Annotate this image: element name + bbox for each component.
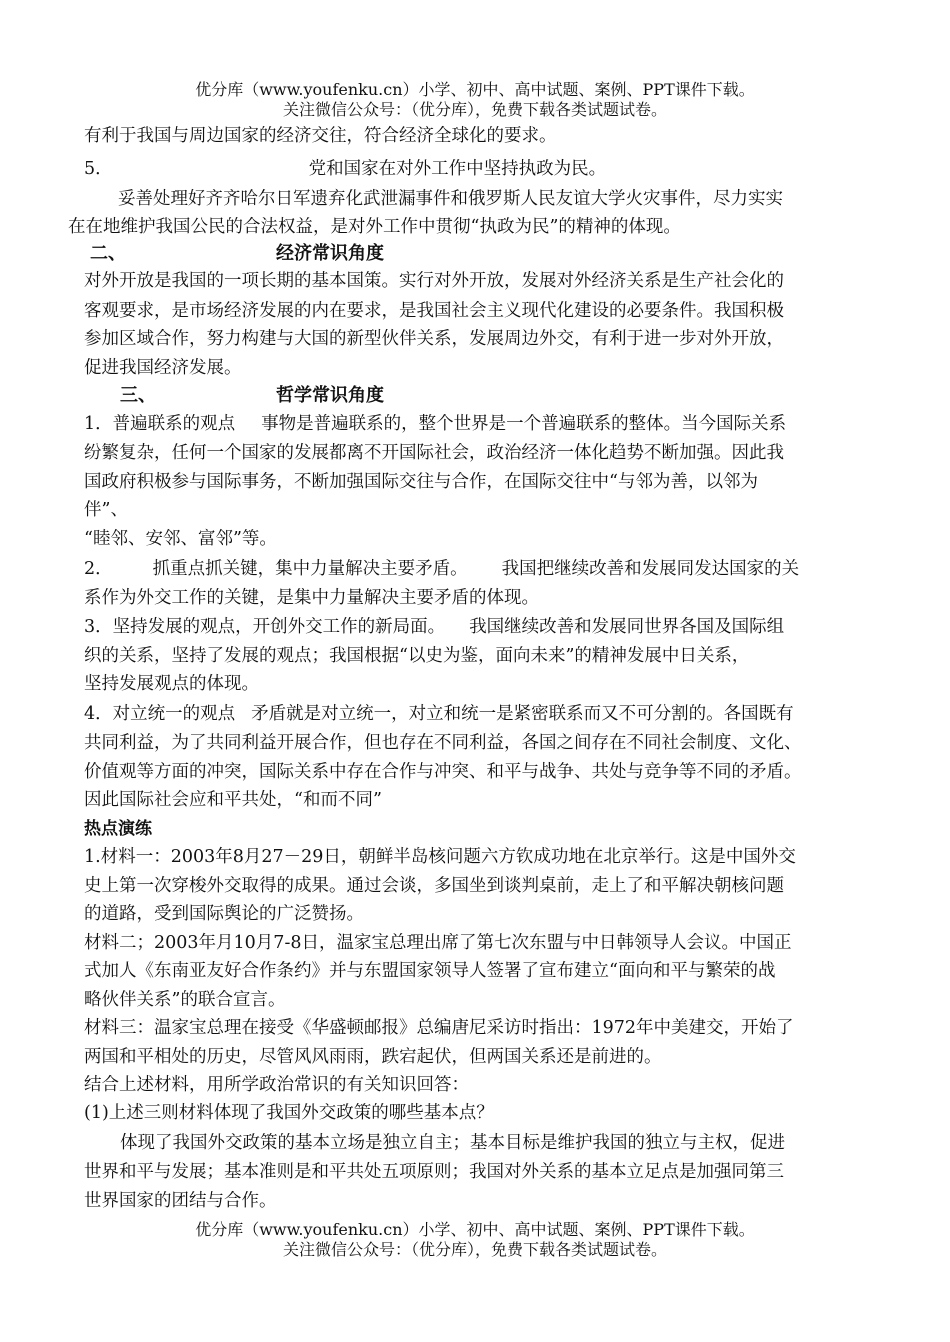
point-4-text: 矛盾就是对立统一，对立和统一是紧密联系而又不可分割的。各国既有: [251, 704, 794, 724]
point-2-number: 2．: [84, 559, 113, 579]
section-2-title: 经济常识角度: [276, 243, 384, 264]
point-4-line-3: 价值观等方面的冲突，国际关系中存在合作与冲突、和平与战争、共处与竞争等不同的矛盾。: [84, 762, 802, 782]
practice-line-6: 略伙伴关系”的联合宣言。: [84, 990, 286, 1010]
section-3-number: 三、: [120, 385, 156, 406]
section-2-heading: [90, 240, 384, 268]
intro-paragraph-line-2: 在在地维护我国公民的合法权益，是对外工作中贯彻“执政为民”的精神的体现。: [68, 217, 681, 237]
point-2-text: 我国把继续改善和发展同发达国家的关: [501, 559, 800, 579]
practice-line-1: 1.材料一：2003年8月27－29日，朝鲜半岛核问题六方钦成功地在北京举行。这是中国外交: [84, 847, 796, 867]
section-3-heading: [120, 382, 384, 410]
practice-line-7: 材料三：温家宝总理在接受《华盛顿邮报》总编唐尼采访时指出：1972年中美建交，开始了: [84, 1018, 794, 1038]
point-3-line-3: 坚持发展观点的体现。: [84, 674, 259, 694]
point-3-text: 我国继续改善和发展同世界各国及国际组: [469, 617, 785, 637]
point-1-line-2: 纷繁复杂，任何一个国家的发展都离不开国际社会，政治经济一体化趋势不断加强。因此我: [84, 443, 784, 463]
intro-paragraph-line-1: 妥善处理好齐齐哈尔日军遗弃化武泄漏事件和俄罗斯人民友谊大学火灾事件，尽力实实: [118, 189, 783, 209]
answer-line-2: 世界和平与发展；基本准则是和平共处五项原则；我国对外关系的基本立足点是加强同第三: [84, 1162, 784, 1182]
point-3-line-1: [84, 612, 784, 642]
header-line-2: 关注微信公众号：（优分库），免费下载各类试题试卷。: [282, 100, 667, 119]
section-3-title: 哲学常识角度: [276, 385, 384, 406]
section-2-line-3: 参加区域合作，努力构建与大国的新型伙伴关系，发展周边外交，有利于进一步对外开放，: [84, 329, 784, 349]
practice-line-4: 材料二；2003年月10月7-8日，温家宝总理出席了第七次东盟与中日韩领导人会议。中国正: [84, 933, 792, 953]
section-2-number: 二、: [90, 243, 126, 264]
point-2-heading: 抓重点抓关键，集中力量解决主要矛盾。: [152, 559, 468, 579]
point-4-line-4: 因此国际社会应和平共处，“和而不同”: [84, 790, 382, 810]
point-2-line-1: [84, 554, 799, 584]
practice-question-1: (1)上述三则材料体现了我国外交政策的哪些基本点？: [84, 1103, 494, 1123]
point-3-line-2: 织的关系，坚持了发展的观点；我国根据“以史为鉴，面向未来”的精神发展中日关系，: [84, 646, 750, 666]
section-2-line-4: 促进我国经济发展。: [84, 358, 242, 378]
footer-line-2: 关注微信公众号：（优分库），免费下载各类试题试卷。: [282, 1240, 667, 1259]
item-5-text: 党和国家在对外工作中坚持执政为民。: [308, 159, 607, 179]
item-5-number: 5．: [84, 159, 113, 179]
point-1-line-3: 国政府积极参与国际事务，不断加强国际交往与合作，在国际交往中“与邻为善，以邻为: [84, 472, 758, 492]
practice-line-8: 两国和平相处的历史，尽管风风雨雨，跌宕起伏，但两国关系还是前进的。: [84, 1047, 662, 1067]
section-2-line-1: 对外开放是我国的一项长期的基本国策。实行对外开放，发展对外经济关系是生产社会化的: [84, 271, 784, 291]
item-5: [84, 154, 606, 184]
intro-line: 有利于我国与周边国家的经济交往，符合经济全球化的要求。: [84, 126, 557, 146]
point-1-heading: 1．普遍联系的观点: [84, 414, 236, 434]
header-line-1: 优分库（www.youfenku.cn）小学、初中、高中试题、案例、PPT课件下载。: [195, 80, 755, 99]
point-4-heading: 4．对立统一的观点: [84, 704, 236, 724]
point-1-line-1: [84, 409, 786, 439]
answer-line-3: 世界国家的团结与合作。: [84, 1191, 277, 1211]
point-4-line-2: 共同利益，为了共同利益开展合作，但也存在不同利益，各国之间存在不同社会制度、文化、: [84, 733, 802, 753]
practice-title: 热点演练: [84, 819, 152, 839]
point-4-line-1: [84, 699, 794, 729]
point-2-line-2: 系作为外交工作的关键，是集中力量解决主要矛盾的体现。: [84, 588, 539, 608]
point-1-line-5: “睦邻、安邻、富邻”等。: [84, 529, 277, 549]
point-1-text: 事物是普遍联系的，整个世界是一个普遍联系的整体。当今国际关系: [261, 414, 787, 434]
answer-line-1: 体现了我国外交政策的基本立场是独立自主；基本目标是维护我国的独立与主权，促进: [120, 1133, 785, 1153]
section-2-line-2: 客观要求，是市场经济发展的内在要求，是我国社会主义现代化建设的必要条件。我国积极: [84, 301, 784, 321]
practice-line-9: 结合上述材料，用所学政治常识的有关知识回答：: [84, 1075, 469, 1095]
practice-line-3: 的道路，受到国际舆论的广泛赞扬。: [84, 904, 364, 924]
point-1-line-4: 伴”、: [84, 500, 128, 520]
practice-line-2: 史上第一次穿梭外交取得的成果。通过会谈，多国坐到谈判桌前，走上了和平解决朝核问题: [84, 876, 784, 896]
point-3-heading: 3．坚持发展的观点，开创外交工作的新局面。: [84, 617, 446, 637]
practice-line-5: 式加人《东南亚友好合作条约》并与东盟国家领导人签署了宣布建立“面向和平与繁荣的战: [84, 961, 776, 981]
footer-line-1: 优分库（www.youfenku.cn）小学、初中、高中试题、案例、PPT课件下载。: [195, 1220, 755, 1239]
